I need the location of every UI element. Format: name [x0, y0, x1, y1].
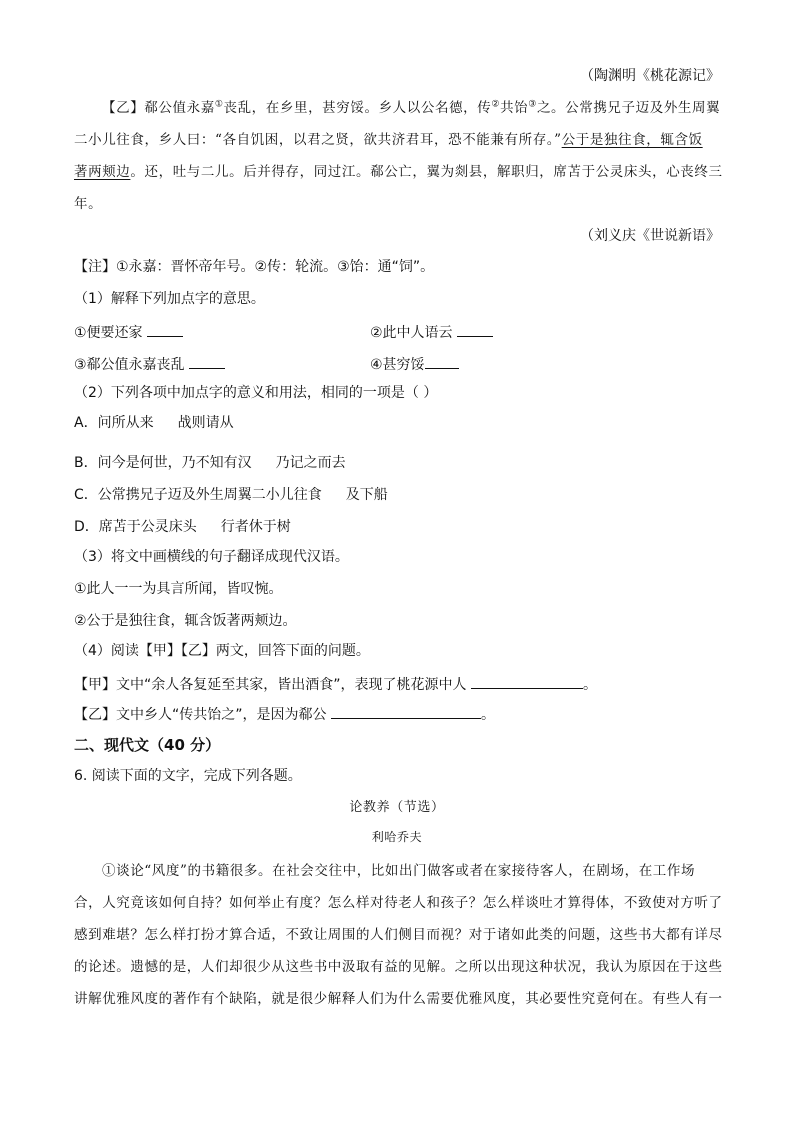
answer-blank[interactable] [331, 704, 481, 719]
question-4-yi: 【乙】文中乡人“传共饴之”，是因为郗公 。 [74, 704, 720, 724]
answer-blank[interactable] [457, 322, 493, 337]
essay-line: 感到难堪？怎么样打扮才算合适，不致让周围的人们侧目而视？对于诸如此类的问题，这些书大都有详尽 [74, 927, 723, 943]
question-1-row-2: ③郗公值永嘉丧乱 ④甚穷馁 [74, 354, 720, 374]
question-2-option-a[interactable]: A．问所从来 战则请从 [74, 415, 234, 431]
yi-paragraph-line-3: 著两颊边。还，吐与二儿。后并得存，同过江。郗公亡，翼为剡县，解职归，席苫于公灵床头，心丧终三 [74, 164, 723, 180]
question-2-option-c[interactable]: C．公常携兄子迈及外生周翼二小儿往食 及下船 [74, 487, 388, 503]
source-citation-1: （陶渊明《桃花源记》 [580, 68, 720, 84]
answer-blank[interactable] [147, 322, 183, 337]
question-2-option-d[interactable]: D．席苫于公灵床头 行者休于树 [74, 519, 291, 535]
annotation-note: 【注】①永嘉：晋怀帝年号。②传：轮流。③饴：通“饲”。 [74, 259, 435, 275]
essay-title: 论教养（节选） [349, 800, 445, 815]
yi-paragraph-line-4: 年。 [74, 196, 103, 212]
question-1-prompt: （1）解释下列加点字的意思。 [74, 291, 265, 307]
essay-author: 利哈乔夫 [371, 830, 423, 844]
answer-blank[interactable] [471, 674, 583, 689]
question-2-option-b[interactable]: B．问今是何世，乃不知有汉 乃记之而去 [74, 455, 346, 471]
section-heading: 二、现代文（40 分） [74, 736, 221, 754]
question-4-prompt: （4）阅读【甲】【乙】两文，回答下面的问题。 [74, 643, 370, 659]
answer-blank[interactable] [189, 354, 225, 369]
question-3-prompt: （3）将文中画横线的句子翻译成现代汉语。 [74, 549, 349, 565]
question-3-item-1: ①此人一一为具言所闻，皆叹惋。 [74, 581, 283, 597]
underlined-sentence: 公于是独往食，辄含饭 [561, 132, 703, 148]
answer-blank[interactable] [425, 354, 459, 369]
essay-line: ①谈论“风度”的书籍很多。在社会交往中，比如出门做客或者在家接待客人，在剧场，在工作场 [102, 863, 696, 879]
yi-paragraph-line-1: 【乙】郗公值永嘉①丧乱，在乡里，甚穷馁。乡人以公名德，传②共饴③之。公常携兄子迈及外生周翼 [102, 99, 721, 116]
question-2-prompt: （2）下列各项中加点字的意义和用法，相同的一项是（ ） [74, 385, 438, 401]
essay-line: 的论述。遗憾的是，人们却很少从这些书中汲取有益的见解。之所以出现这种状况，我认为原因在于这些 [74, 959, 723, 975]
question-1-row-1: ①便要还家 ②此中人语云 [74, 322, 720, 342]
question-3-item-2: ②公于是独往食，辄含饭著两颊边。 [74, 613, 297, 629]
source-citation-2: （刘义庆《世说新语》 [580, 228, 720, 244]
question-4-jia: 【甲】文中“余人各复延至其家，皆出酒食”，表现了桃花源中人 。 [74, 674, 720, 694]
essay-line: 讲解优雅风度的著作有个缺陷，就是很少解释人们为什么需要优雅风度，其必要性究竟何在。有些人有一 [74, 991, 723, 1007]
underlined-sentence: 著两颊边 [74, 164, 131, 180]
question-6-instruction: 6. 阅读下面的文字，完成下列各题。 [74, 768, 302, 784]
yi-paragraph-line-2: 二小儿往食，乡人曰：“各自饥困，以君之贤，欲共济君耳，恐不能兼有所存。”公于是独往食，辄含饭 [74, 132, 703, 148]
essay-line: 合，人究竟该如何自持？如何举止有度？怎么样对待老人和孩子？怎么样谈吐才算得体，不致使对方听了 [74, 895, 723, 911]
